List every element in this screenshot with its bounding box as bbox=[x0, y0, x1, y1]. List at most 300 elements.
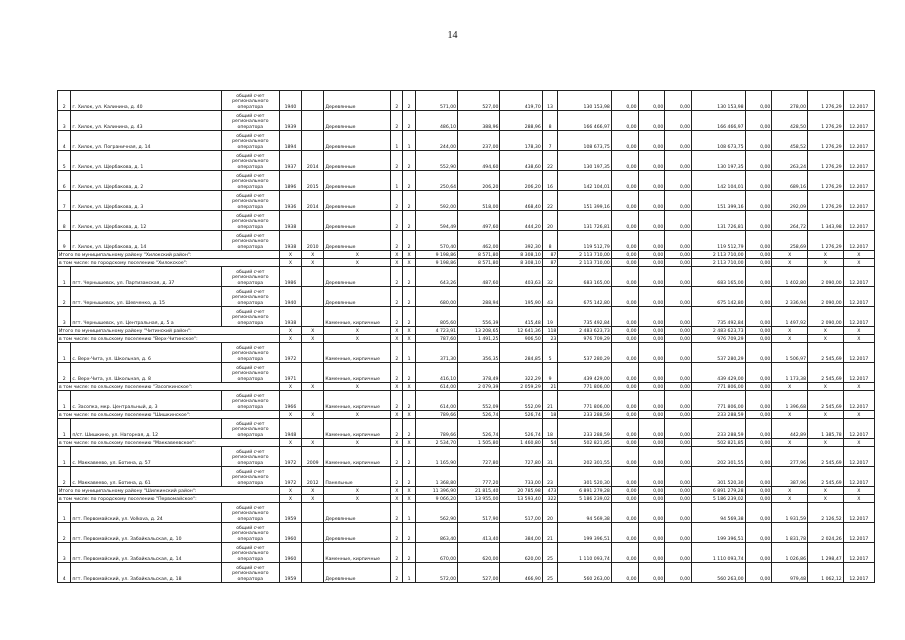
cell-year-repair: 2012 bbox=[302, 467, 324, 487]
summary-cell: 526,74 bbox=[458, 411, 500, 419]
cell-unit-cost: 689,16 bbox=[772, 171, 808, 191]
cell-regional-funds: 0,00 bbox=[638, 211, 665, 231]
cell-year-built: 1937 bbox=[279, 151, 301, 171]
cell-living-area: 288,94 bbox=[458, 287, 500, 307]
cell-row-number: 9 bbox=[58, 231, 71, 251]
summary-label: в том числе: по сельскому поселению "Верх-Читинское": bbox=[58, 335, 280, 343]
summary-cell: X bbox=[302, 487, 324, 495]
summary-cell: 0,00 bbox=[638, 327, 665, 335]
table-row bbox=[58, 211, 875, 231]
cell-row-number: 2 bbox=[58, 467, 71, 487]
summary-cell: X bbox=[324, 335, 391, 343]
cell-year-repair bbox=[302, 419, 324, 439]
cell-residents: 8 bbox=[542, 111, 558, 131]
cell-regional-funds: 0,00 bbox=[638, 111, 665, 131]
summary-cell: X bbox=[403, 495, 415, 503]
table-row bbox=[58, 503, 875, 523]
cell-other-funds: 0,00 bbox=[745, 131, 772, 151]
table-row bbox=[58, 563, 875, 583]
summary-cell: 54 bbox=[542, 439, 558, 447]
cell-total-cost: 166 466,97 bbox=[558, 111, 612, 131]
summary-cell: 502 821,85 bbox=[692, 439, 746, 447]
cell-owner-funds: 130 153,98 bbox=[692, 91, 746, 111]
cell-residents: 20 bbox=[542, 211, 558, 231]
cell-unit-cost: 278,00 bbox=[772, 91, 808, 111]
cell-living-area: 462,00 bbox=[458, 231, 500, 251]
cell-total-cost: 1 110 093,74 bbox=[558, 543, 612, 563]
cell-regional-funds: 0,00 bbox=[638, 171, 665, 191]
cell-floors: 2 bbox=[391, 391, 403, 411]
cell-floors: 1 bbox=[391, 131, 403, 151]
cell-max-unit-cost: 1 276,29 bbox=[808, 91, 844, 111]
cell-address: с. Засопка, мкр. Центральный, д. 3 bbox=[71, 391, 221, 411]
cell-total-cost: 202 301,55 bbox=[558, 447, 612, 467]
summary-cell: X bbox=[302, 259, 324, 267]
cell-residential-area: 620,00 bbox=[500, 543, 542, 563]
summary-cell: X bbox=[808, 495, 844, 503]
cell-living-area: 487,60 bbox=[458, 267, 500, 287]
summary-cell: X bbox=[324, 383, 391, 391]
cell-wall-material: Панельные bbox=[324, 467, 391, 487]
cell-other-funds: 0,00 bbox=[745, 267, 772, 287]
cell-local-funds: 0,00 bbox=[665, 363, 692, 383]
cell-max-unit-cost: 2 024,26 bbox=[808, 523, 844, 543]
cell-federal-funds: 0,00 bbox=[611, 267, 638, 287]
cell-total-cost: 675 142,80 bbox=[558, 287, 612, 307]
summary-cell: 0,00 bbox=[745, 327, 772, 335]
summary-cell: X bbox=[772, 411, 808, 419]
cell-year-repair bbox=[302, 287, 324, 307]
cell-local-funds: 0,00 bbox=[665, 523, 692, 543]
cell-local-funds: 0,00 bbox=[665, 391, 692, 411]
cell-residential-area: 206,20 bbox=[500, 171, 542, 191]
cell-other-funds: 0,00 bbox=[745, 151, 772, 171]
cell-address: г. Хилок, ул. Щербакова, д. 3 bbox=[71, 191, 221, 211]
cell-owner-funds: 771 806,00 bbox=[692, 391, 746, 411]
cell-residents: 21 bbox=[542, 523, 558, 543]
summary-cell: X bbox=[324, 495, 391, 503]
cell-other-funds: 0,00 bbox=[745, 211, 772, 231]
cell-total-area: 562,90 bbox=[415, 503, 457, 523]
cell-address: г. Хилок, ул. Калинина, д. 43 bbox=[71, 111, 221, 131]
cell-floors: 2 bbox=[391, 91, 403, 111]
summary-cell: X bbox=[843, 487, 874, 495]
summary-cell: X bbox=[772, 259, 808, 267]
summary-cell: 473 bbox=[542, 487, 558, 495]
cell-year-built: 1896 bbox=[279, 171, 301, 191]
cell-total-area: 670,00 bbox=[415, 543, 457, 563]
cell-owner: общий счет регионального оператора bbox=[221, 151, 279, 171]
cell-year-built: 1959 bbox=[279, 503, 301, 523]
summary-cell: 0,00 bbox=[665, 487, 692, 495]
summary-label: в том числе: по сельскому поселению "Шишкинское": bbox=[58, 411, 280, 419]
cell-entrances: 2 bbox=[403, 543, 415, 563]
summary-cell: X bbox=[391, 383, 403, 391]
summary-cell: X bbox=[772, 251, 808, 259]
cell-wall-material: Деревянные bbox=[324, 287, 391, 307]
cell-year-built: 1960 bbox=[279, 543, 301, 563]
summary-cell: X bbox=[279, 487, 301, 495]
cell-unit-cost: 1 931,59 bbox=[772, 503, 808, 523]
cell-living-area: 518,00 bbox=[458, 191, 500, 211]
cell-deadline: 12.2017 bbox=[843, 287, 874, 307]
summary-cell: X bbox=[279, 259, 301, 267]
summary-cell: 1 505,80 bbox=[458, 439, 500, 447]
cell-local-funds: 0,00 bbox=[665, 307, 692, 327]
summary-cell: X bbox=[403, 487, 415, 495]
cell-owner: общий счет регионального оператора bbox=[221, 267, 279, 287]
summary-cell: X bbox=[391, 487, 403, 495]
cell-entrances: 2 bbox=[403, 447, 415, 467]
cell-total-cost: 735 492,84 bbox=[558, 307, 612, 327]
cell-owner-funds: 151 399,16 bbox=[692, 191, 746, 211]
cell-row-number: 2 bbox=[58, 287, 71, 307]
summary-cell: 0,00 bbox=[611, 251, 638, 259]
cell-unit-cost: 1 173,38 bbox=[772, 363, 808, 383]
cell-row-number: 1 bbox=[58, 447, 71, 467]
summary-cell: 771 806,00 bbox=[558, 383, 612, 391]
cell-owner: общий счет регионального оператора bbox=[221, 231, 279, 251]
cell-unit-cost: 428,50 bbox=[772, 111, 808, 131]
cell-owner: общий счет регионального оператора bbox=[221, 287, 279, 307]
summary-cell: 13 208,65 bbox=[458, 327, 500, 335]
cell-max-unit-cost: 2 545,69 bbox=[808, 447, 844, 467]
summary-cell: 0,00 bbox=[638, 439, 665, 447]
cell-unit-cost: 264,72 bbox=[772, 211, 808, 231]
summary-cell: X bbox=[403, 259, 415, 267]
cell-other-funds: 0,00 bbox=[745, 467, 772, 487]
cell-max-unit-cost: 2 126,52 bbox=[808, 503, 844, 523]
cell-unit-cost: 1 497,92 bbox=[772, 307, 808, 327]
cell-living-area: 517,90 bbox=[458, 503, 500, 523]
table-row bbox=[58, 307, 875, 327]
cell-wall-material: Деревянные bbox=[324, 231, 391, 251]
cell-living-area: 556,39 bbox=[458, 307, 500, 327]
cell-residential-area: 419,70 bbox=[500, 91, 542, 111]
cell-deadline: 12.2017 bbox=[843, 267, 874, 287]
cell-other-funds: 0,00 bbox=[745, 191, 772, 211]
summary-cell: 2 483 623,73 bbox=[692, 327, 746, 335]
cell-wall-material: Каменные, кирпичные bbox=[324, 391, 391, 411]
cell-wall-material: Деревянные bbox=[324, 171, 391, 191]
cell-owner: общий счет регионального оператора bbox=[221, 91, 279, 111]
cell-owner-funds: 131 726,81 bbox=[692, 211, 746, 231]
cell-unit-cost: 263,24 bbox=[772, 151, 808, 171]
cell-deadline: 12.2017 bbox=[843, 391, 874, 411]
cell-owner: общий счет регионального оператора bbox=[221, 503, 279, 523]
cell-residents: 21 bbox=[542, 391, 558, 411]
summary-cell: 526,74 bbox=[500, 411, 542, 419]
summary-cell: 0,00 bbox=[665, 383, 692, 391]
cell-residents: 16 bbox=[542, 171, 558, 191]
cell-floors: 2 bbox=[391, 151, 403, 171]
cell-address: пгт. Первомайский, ул. Забайкальская, д. 14 bbox=[71, 543, 221, 563]
cell-federal-funds: 0,00 bbox=[611, 543, 638, 563]
cell-year-built: 1938 bbox=[279, 231, 301, 251]
summary-cell: X bbox=[324, 327, 391, 335]
cell-total-cost: 233 288,59 bbox=[558, 419, 612, 439]
table-row bbox=[58, 191, 875, 211]
cell-other-funds: 0,00 bbox=[745, 419, 772, 439]
cell-row-number: 5 bbox=[58, 151, 71, 171]
summary-cell: 0,00 bbox=[638, 251, 665, 259]
cell-owner-funds: 683 165,00 bbox=[692, 267, 746, 287]
cell-owner: общий счет регионального оператора bbox=[221, 467, 279, 487]
cell-max-unit-cost: 1 276,29 bbox=[808, 191, 844, 211]
cell-total-cost: 301 520,30 bbox=[558, 467, 612, 487]
cell-owner-funds: 560 263,00 bbox=[692, 563, 746, 583]
cell-local-funds: 0,00 bbox=[665, 467, 692, 487]
cell-year-built: 1940 bbox=[279, 91, 301, 111]
summary-cell: 2 059,29 bbox=[500, 383, 542, 391]
cell-address: с. Маккавеево, ул. Ботина, д. 61 bbox=[71, 467, 221, 487]
cell-entrances: 2 bbox=[403, 231, 415, 251]
summary-cell: 11 396,90 bbox=[415, 487, 457, 495]
cell-floors: 2 bbox=[391, 447, 403, 467]
cell-local-funds: 0,00 bbox=[665, 447, 692, 467]
summary-cell: 2 534,70 bbox=[415, 439, 457, 447]
cell-federal-funds: 0,00 bbox=[611, 287, 638, 307]
cell-floors: 2 bbox=[391, 287, 403, 307]
cell-year-repair: 2014 bbox=[302, 191, 324, 211]
summary-label: Итого по муниципальному району "Хилокский район": bbox=[58, 251, 280, 259]
cell-regional-funds: 0,00 bbox=[638, 467, 665, 487]
cell-federal-funds: 0,00 bbox=[611, 503, 638, 523]
cell-address: г. Хилок, ул. Щербакова, д. 12 bbox=[71, 211, 221, 231]
cell-living-area: 388,96 bbox=[458, 111, 500, 131]
table-row bbox=[58, 391, 875, 411]
cell-unit-cost: 458,52 bbox=[772, 131, 808, 151]
cell-deadline: 12.2017 bbox=[843, 467, 874, 487]
summary-cell: X bbox=[808, 259, 844, 267]
summary-cell: X bbox=[279, 495, 301, 503]
cell-unit-cost: 1 402,80 bbox=[772, 267, 808, 287]
cell-local-funds: 0,00 bbox=[665, 231, 692, 251]
cell-row-number: 7 bbox=[58, 191, 71, 211]
cell-floors: 1 bbox=[391, 171, 403, 191]
cell-living-area: 356,35 bbox=[458, 343, 500, 363]
cell-federal-funds: 0,00 bbox=[611, 563, 638, 583]
cell-regional-funds: 0,00 bbox=[638, 267, 665, 287]
cell-federal-funds: 0,00 bbox=[611, 191, 638, 211]
cell-deadline: 12.2017 bbox=[843, 543, 874, 563]
cell-unit-cost: 2 336,94 bbox=[772, 287, 808, 307]
summary-cell: X bbox=[843, 335, 874, 343]
cell-federal-funds: 0,00 bbox=[611, 151, 638, 171]
cell-total-cost: 108 673,75 bbox=[558, 131, 612, 151]
cell-unit-cost: 1 831,78 bbox=[772, 523, 808, 543]
summary-cell: X bbox=[772, 487, 808, 495]
cell-year-built: 1939 bbox=[279, 111, 301, 131]
cell-other-funds: 0,00 bbox=[745, 503, 772, 523]
cell-owner-funds: 202 301,55 bbox=[692, 447, 746, 467]
summary-row bbox=[58, 411, 875, 419]
cell-owner: общий счет регионального оператора bbox=[221, 111, 279, 131]
cell-local-funds: 0,00 bbox=[665, 211, 692, 231]
table-body bbox=[58, 91, 875, 583]
cell-year-built: 1966 bbox=[279, 391, 301, 411]
summary-cell: 0,00 bbox=[745, 411, 772, 419]
cell-year-built: 1972 bbox=[279, 343, 301, 363]
summary-cell: X bbox=[391, 411, 403, 419]
cell-floors: 2 bbox=[391, 211, 403, 231]
summary-cell: 976 709,29 bbox=[692, 335, 746, 343]
cell-deadline: 12.2017 bbox=[843, 307, 874, 327]
summary-row bbox=[58, 439, 875, 447]
cell-max-unit-cost: 2 545,69 bbox=[808, 391, 844, 411]
cell-residential-area: 178,30 bbox=[500, 131, 542, 151]
summary-label: Итого по муниципальному району "Шилкинский район": bbox=[58, 487, 280, 495]
cell-local-funds: 0,00 bbox=[665, 171, 692, 191]
summary-cell: 9 066,20 bbox=[415, 495, 457, 503]
summary-cell: 0,00 bbox=[745, 335, 772, 343]
cell-owner: общий счет регионального оператора bbox=[221, 543, 279, 563]
cell-year-built: 1959 bbox=[279, 563, 301, 583]
table-row bbox=[58, 171, 875, 191]
cell-total-cost: 94 569,38 bbox=[558, 503, 612, 523]
summary-cell: X bbox=[772, 327, 808, 335]
cell-deadline: 12.2017 bbox=[843, 211, 874, 231]
cell-residents: 13 bbox=[542, 91, 558, 111]
summary-cell: X bbox=[279, 327, 301, 335]
cell-other-funds: 0,00 bbox=[745, 447, 772, 467]
cell-total-cost: 151 399,16 bbox=[558, 191, 612, 211]
summary-cell: X bbox=[279, 439, 301, 447]
cell-total-area: 789,66 bbox=[415, 419, 457, 439]
cell-owner-funds: 735 492,84 bbox=[692, 307, 746, 327]
cell-deadline: 12.2017 bbox=[843, 363, 874, 383]
cell-total-area: 371,30 bbox=[415, 343, 457, 363]
cell-max-unit-cost: 1 276,29 bbox=[808, 111, 844, 131]
cell-federal-funds: 0,00 bbox=[611, 211, 638, 231]
cell-total-area: 643,26 bbox=[415, 267, 457, 287]
cell-regional-funds: 0,00 bbox=[638, 503, 665, 523]
summary-cell: 789,66 bbox=[415, 411, 457, 419]
summary-cell: X bbox=[403, 335, 415, 343]
summary-label: в том числе: по сельскому поселению "Засопкинское": bbox=[58, 383, 280, 391]
cell-address: г. Хилок, ул. Щербакова, д. 14 bbox=[71, 231, 221, 251]
cell-local-funds: 0,00 bbox=[665, 91, 692, 111]
cell-federal-funds: 0,00 bbox=[611, 391, 638, 411]
table-row bbox=[58, 467, 875, 487]
summary-cell: X bbox=[302, 439, 324, 447]
cell-unit-cost: 1 026,86 bbox=[772, 543, 808, 563]
cell-deadline: 12.2017 bbox=[843, 91, 874, 111]
summary-cell: 18 bbox=[542, 411, 558, 419]
summary-cell: X bbox=[391, 251, 403, 259]
cell-federal-funds: 0,00 bbox=[611, 91, 638, 111]
cell-wall-material: Каменные, кирпичные bbox=[324, 419, 391, 439]
cell-residential-area: 288,96 bbox=[500, 111, 542, 131]
summary-cell: 6 891 279,28 bbox=[558, 487, 612, 495]
cell-max-unit-cost: 2 090,00 bbox=[808, 267, 844, 287]
cell-wall-material: Деревянные bbox=[324, 191, 391, 211]
cell-floors: 2 bbox=[391, 363, 403, 383]
summary-row bbox=[58, 259, 875, 267]
cell-total-cost: 199 396,51 bbox=[558, 523, 612, 543]
cell-wall-material: Деревянные bbox=[324, 563, 391, 583]
cell-owner-funds: 1 110 093,74 bbox=[692, 543, 746, 563]
cell-other-funds: 0,00 bbox=[745, 391, 772, 411]
cell-regional-funds: 0,00 bbox=[638, 131, 665, 151]
cell-regional-funds: 0,00 bbox=[638, 563, 665, 583]
cell-living-area: 378,49 bbox=[458, 363, 500, 383]
cell-regional-funds: 0,00 bbox=[638, 523, 665, 543]
cell-residents: 25 bbox=[542, 563, 558, 583]
cell-row-number: 1 bbox=[58, 343, 71, 363]
summary-cell: X bbox=[843, 327, 874, 335]
summary-cell: 787,60 bbox=[415, 335, 457, 343]
cell-floors: 2 bbox=[391, 467, 403, 487]
cell-total-area: 614,00 bbox=[415, 391, 457, 411]
cell-deadline: 12.2017 bbox=[843, 523, 874, 543]
cell-living-area: 237,00 bbox=[458, 131, 500, 151]
cell-federal-funds: 0,00 bbox=[611, 467, 638, 487]
cell-residential-area: 384,00 bbox=[500, 523, 542, 543]
cell-row-number: 3 bbox=[58, 543, 71, 563]
cell-deadline: 12.2017 bbox=[843, 231, 874, 251]
summary-cell: X bbox=[772, 335, 808, 343]
cell-floors: 2 bbox=[391, 307, 403, 327]
cell-total-area: 416,10 bbox=[415, 363, 457, 383]
cell-total-cost: 537 280,29 bbox=[558, 343, 612, 363]
summary-cell: 20 785,98 bbox=[500, 487, 542, 495]
cell-owner-funds: 233 288,59 bbox=[692, 419, 746, 439]
summary-cell: X bbox=[808, 439, 844, 447]
cell-residential-area: 403,63 bbox=[500, 267, 542, 287]
cell-local-funds: 0,00 bbox=[665, 563, 692, 583]
cell-residents: 20 bbox=[542, 503, 558, 523]
cell-year-repair bbox=[302, 343, 324, 363]
cell-wall-material: Деревянные bbox=[324, 91, 391, 111]
cell-federal-funds: 0,00 bbox=[611, 171, 638, 191]
cell-other-funds: 0,00 bbox=[745, 111, 772, 131]
summary-cell: 0,00 bbox=[665, 495, 692, 503]
cell-floors: 2 bbox=[391, 543, 403, 563]
cell-max-unit-cost: 1 276,29 bbox=[808, 131, 844, 151]
cell-residential-area: 392,30 bbox=[500, 231, 542, 251]
cell-wall-material: Каменные, кирпичные bbox=[324, 307, 391, 327]
cell-row-number: 8 bbox=[58, 211, 71, 231]
cell-other-funds: 0,00 bbox=[745, 543, 772, 563]
cell-living-area: 527,00 bbox=[458, 91, 500, 111]
cell-entrances: 2 bbox=[403, 467, 415, 487]
summary-cell: X bbox=[843, 259, 874, 267]
cell-deadline: 12.2017 bbox=[843, 419, 874, 439]
cell-residents: 25 bbox=[542, 543, 558, 563]
cell-residential-area: 517,00 bbox=[500, 503, 542, 523]
table-row bbox=[58, 523, 875, 543]
cell-year-repair bbox=[302, 503, 324, 523]
cell-address: г. Хилок, ул. Пограничная, д. 14 bbox=[71, 131, 221, 151]
cell-deadline: 12.2017 bbox=[843, 503, 874, 523]
cell-total-cost: 119 512,79 bbox=[558, 231, 612, 251]
summary-cell: 12 641,36 bbox=[500, 327, 542, 335]
cell-residential-area: 438,60 bbox=[500, 151, 542, 171]
page-number: 14 bbox=[447, 30, 458, 41]
summary-cell: 13 593,40 bbox=[500, 495, 542, 503]
summary-cell: X bbox=[808, 335, 844, 343]
cell-owner: общий счет регионального оператора bbox=[221, 391, 279, 411]
cell-total-cost: 130 153,98 bbox=[558, 91, 612, 111]
table-row bbox=[58, 363, 875, 383]
housing-register-table bbox=[57, 90, 875, 583]
cell-floors: 2 bbox=[391, 267, 403, 287]
summary-cell: 0,00 bbox=[745, 259, 772, 267]
summary-cell: 0,00 bbox=[665, 335, 692, 343]
summary-cell: 8 308,10 bbox=[500, 259, 542, 267]
summary-cell: 0,00 bbox=[638, 335, 665, 343]
